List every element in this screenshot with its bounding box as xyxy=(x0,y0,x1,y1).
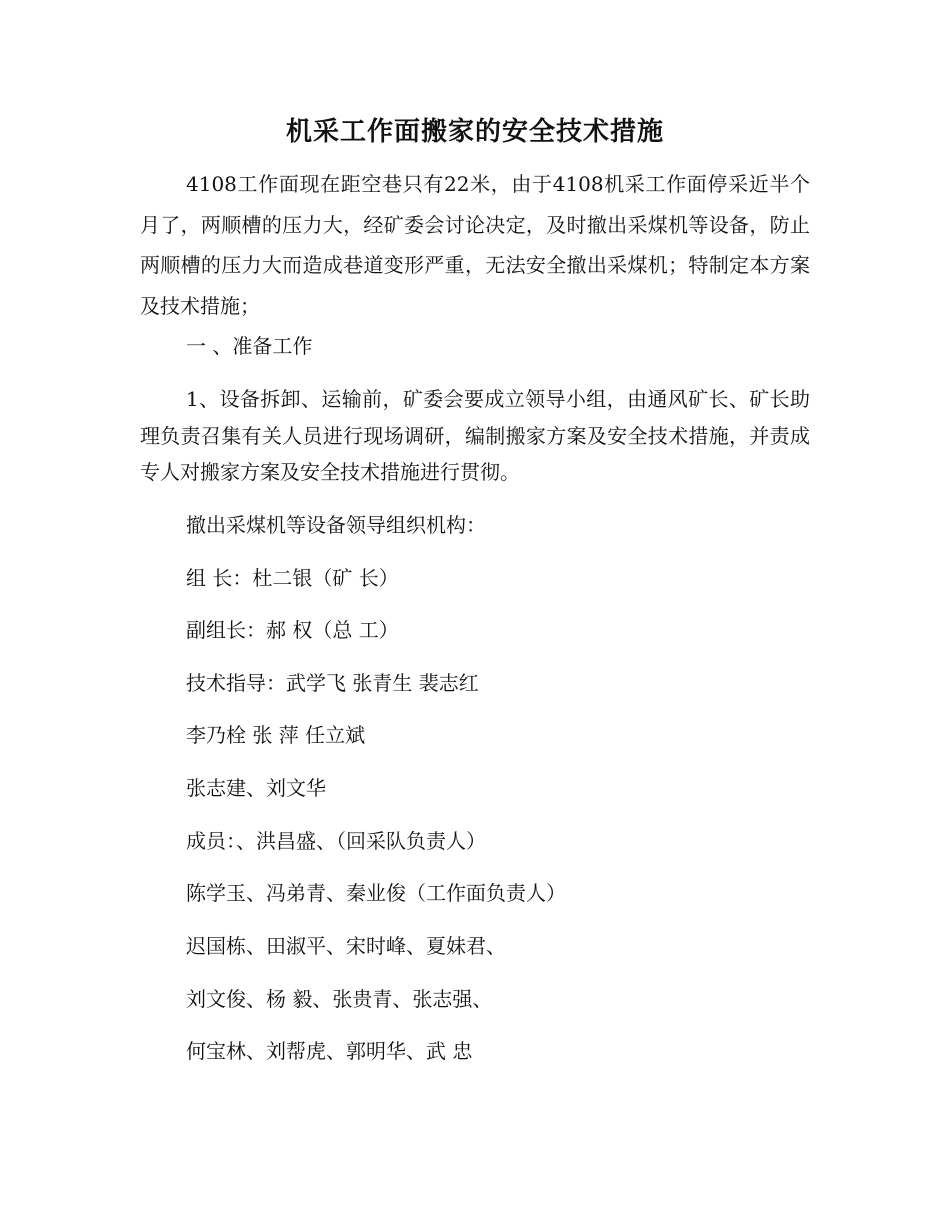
tech-guidance-line-2: 李乃栓 张 萍 任立斌 xyxy=(186,723,366,747)
tech-guidance-line: 技术指导：武学飞 张青生 裴志红 xyxy=(186,671,479,695)
section-heading-preparation: 一 、准备工作 xyxy=(186,334,313,358)
leader-line: 组 长：杜二银（矿 长） xyxy=(186,566,399,590)
members-line: 成员：、洪昌盛、（回采队负责人） xyxy=(186,829,486,853)
members-line-2: 陈学玉、冯弟青、秦业俊（工作面负责人） xyxy=(186,881,566,905)
deputy-leader-line: 副组长：郝 权（总 工） xyxy=(186,618,399,642)
intro-paragraph: 4108工作面现在距空巷只有22米，由于4108机采工作面停采近半个月了，两顺槽的压力大，经矿委会讨论决定，及时撤出采煤机等设备，防止两顺槽的压力大而造成巷道变形严重，无法安全撤出采煤机；特制定本方案及技术措施； xyxy=(140,172,810,318)
members-line-4: 刘文俊、杨 毅、张贵青、张志强、 xyxy=(186,987,493,1011)
members-line-3: 迟国栋、田淑平、宋时峰、夏妹君、 xyxy=(186,934,506,958)
tech-guidance-line-3: 张志建、刘文华 xyxy=(186,776,326,800)
members-line-5: 何宝林、刘帮虎、郭明华、武 忠 xyxy=(186,1039,473,1063)
document-title: 机采工作面搬家的安全技术措施 xyxy=(285,117,664,147)
preparation-item-1: 1、设备拆卸、运输前，矿委会要成立领导小组，由通风矿长、矿长助理负责召集有关人员进行现场调研，编制搬家方案及安全技术措施，并责成专人对搬家方案及安全技术措施进行贯彻。 xyxy=(140,387,810,484)
org-structure-heading: 撤出采煤机等设备领导组织机构： xyxy=(186,513,486,537)
